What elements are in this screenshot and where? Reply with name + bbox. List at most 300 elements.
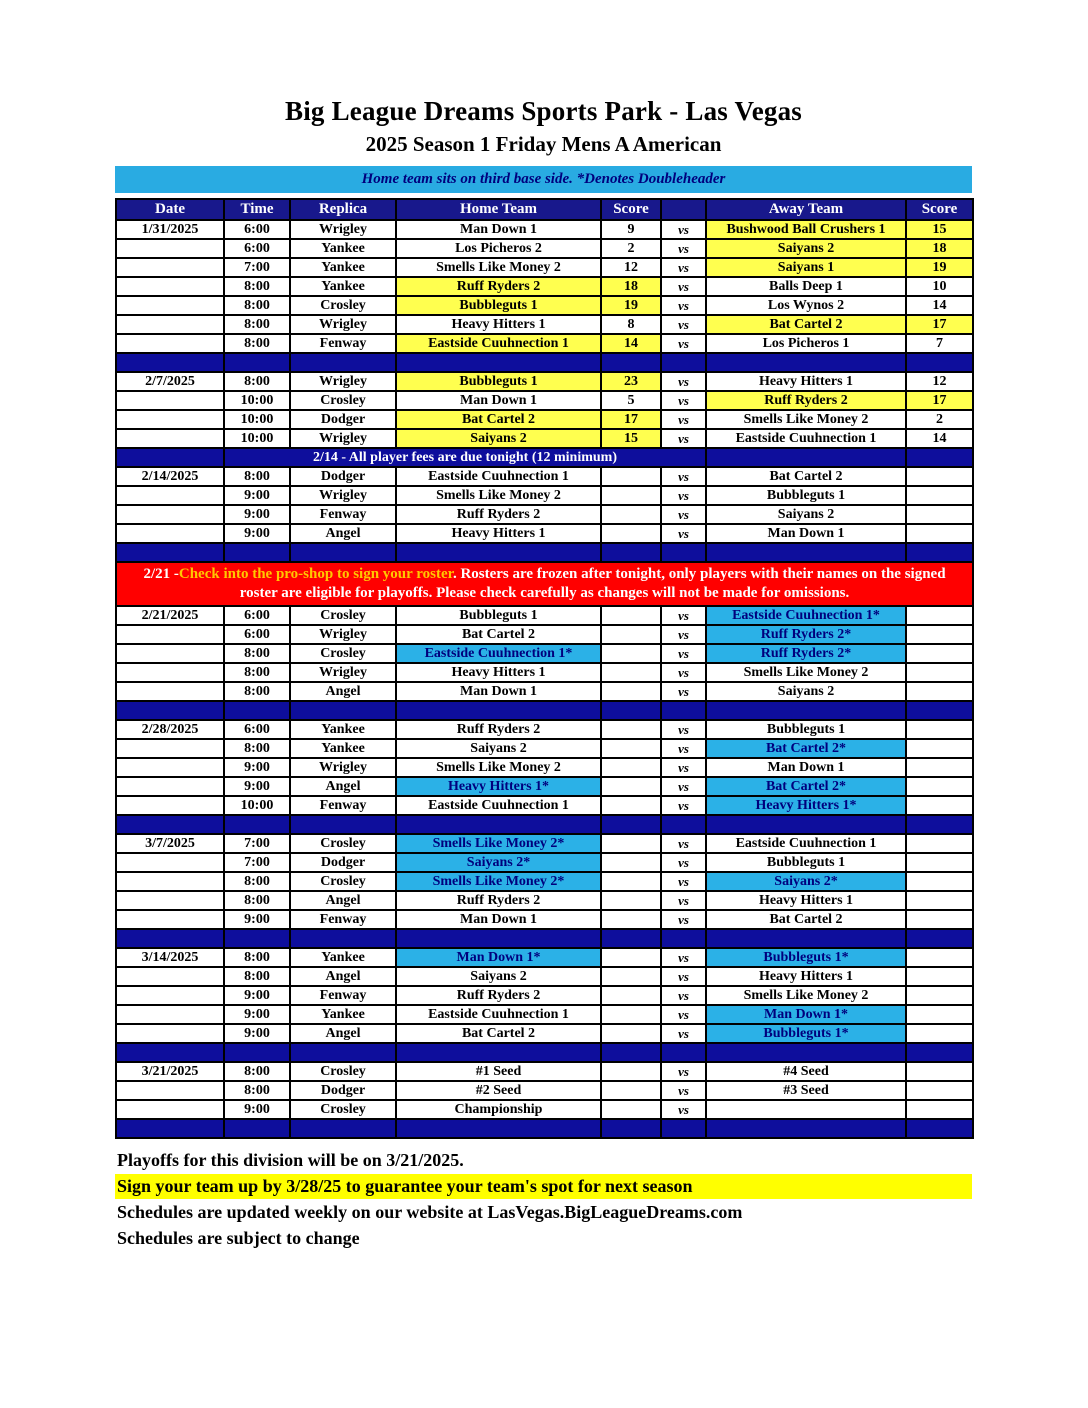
game-row [116, 777, 973, 796]
replica-cell: Fenway [290, 796, 396, 815]
away-team-cell: Heavy Hitters 1 [706, 967, 906, 986]
separator-cell-date [116, 353, 224, 372]
separator-cell-home-score [601, 701, 661, 720]
separator-row [116, 815, 973, 834]
game-row [116, 986, 973, 1005]
separator-cell-away-team [706, 701, 906, 720]
away-team-cell: Ruff Ryders 2* [706, 625, 906, 644]
date-cell [116, 1081, 224, 1100]
date-cell: 2/21/2025 [116, 606, 224, 625]
away-score-cell [906, 796, 973, 815]
away-team-cell: Bubbleguts 1 [706, 486, 906, 505]
away-score-cell: 15 [906, 220, 973, 239]
home-team-cell: Los Picheros 2 [396, 239, 601, 258]
footer-line-1: Playoffs for this division will be on 3/21/2025. [117, 1150, 464, 1170]
home-team-cell: Man Down 1 [396, 910, 601, 929]
date-cell [116, 296, 224, 315]
replica-cell: Wrigley [290, 486, 396, 505]
away-team-cell: Bat Cartel 2* [706, 739, 906, 758]
away-score-cell [906, 720, 973, 739]
home-score-cell [601, 834, 661, 853]
time-cell: 8:00 [224, 467, 290, 486]
away-team-cell: Bat Cartel 2* [706, 777, 906, 796]
info-banner-text: Home team sits on third base side. *Denotes Doubleheader [361, 171, 726, 187]
separator-row [116, 701, 973, 720]
away-team-cell: Saiyans 1 [706, 258, 906, 277]
vs-cell: vs [661, 486, 706, 505]
vs-cell: vs [661, 606, 706, 625]
date-cell [116, 315, 224, 334]
game-row [116, 853, 973, 872]
vs-cell: vs [661, 258, 706, 277]
away-team-cell: Los Wynos 2 [706, 296, 906, 315]
home-score-cell [601, 663, 661, 682]
vs-cell: vs [661, 1024, 706, 1043]
away-team-cell: Saiyans 2 [706, 239, 906, 258]
replica-cell: Angel [290, 524, 396, 543]
away-score-cell [906, 853, 973, 872]
replica-cell: Angel [290, 967, 396, 986]
home-team-cell: Smells Like Money 2 [396, 486, 601, 505]
time-cell: 8:00 [224, 334, 290, 353]
separator-cell-home-team [396, 815, 601, 834]
game-row [116, 410, 973, 429]
vs-cell: vs [661, 429, 706, 448]
away-score-cell [906, 663, 973, 682]
game-row [116, 663, 973, 682]
home-team-cell: Ruff Ryders 2 [396, 720, 601, 739]
separator-cell-vs [661, 815, 706, 834]
away-score-cell [906, 1024, 973, 1043]
vs-cell: vs [661, 663, 706, 682]
vs-cell: vs [661, 758, 706, 777]
footer-line-2: Sign your team up by 3/28/25 to guarantee your team's spot for next season [115, 1174, 972, 1199]
date-cell [116, 410, 224, 429]
schedule-table [115, 198, 974, 1139]
time-cell: 9:00 [224, 1005, 290, 1024]
away-team-cell: Balls Deep 1 [706, 277, 906, 296]
away-score-cell: 19 [906, 258, 973, 277]
time-cell: 9:00 [224, 910, 290, 929]
vs-cell: vs [661, 910, 706, 929]
vs-cell: vs [661, 644, 706, 663]
away-score-cell [906, 486, 973, 505]
home-score-cell [601, 606, 661, 625]
replica-cell: Crosley [290, 872, 396, 891]
home-team-cell: Smells Like Money 2* [396, 872, 601, 891]
home-team-cell: Saiyans 2 [396, 967, 601, 986]
vs-cell: vs [661, 315, 706, 334]
away-score-cell [906, 967, 973, 986]
game-row [116, 258, 973, 277]
vs-cell: vs [661, 682, 706, 701]
home-team-cell: Smells Like Money 2 [396, 758, 601, 777]
away-team-cell: Bubbleguts 1* [706, 1024, 906, 1043]
replica-cell: Wrigley [290, 663, 396, 682]
separator-cell-away-score [906, 1119, 973, 1138]
away-team-cell: Bat Cartel 2 [706, 315, 906, 334]
home-score-cell [601, 872, 661, 891]
home-score-cell [601, 739, 661, 758]
away-score-cell [906, 644, 973, 663]
separator-cell-home-score [601, 1043, 661, 1062]
game-row [116, 910, 973, 929]
vs-cell: vs [661, 891, 706, 910]
time-cell: 8:00 [224, 948, 290, 967]
footer-line-4: Schedules are subject to change [117, 1228, 360, 1248]
separator-cell-home-team [396, 929, 601, 948]
home-score-cell [601, 1024, 661, 1043]
footer-line-3: Schedules are updated weekly on our website at LasVegas.BigLeagueDreams.com [117, 1202, 743, 1222]
vs-cell: vs [661, 334, 706, 353]
home-score-cell [601, 720, 661, 739]
time-cell: 10:00 [224, 796, 290, 815]
time-cell: 10:00 [224, 391, 290, 410]
home-team-cell: Man Down 1 [396, 391, 601, 410]
replica-cell: Yankee [290, 948, 396, 967]
game-row [116, 625, 973, 644]
game-row [116, 948, 973, 967]
replica-cell: Crosley [290, 606, 396, 625]
header-home-score: Score [601, 199, 661, 220]
vs-cell: vs [661, 1005, 706, 1024]
time-cell: 10:00 [224, 429, 290, 448]
separator-cell-vs [661, 543, 706, 562]
home-team-cell: Heavy Hitters 1 [396, 663, 601, 682]
home-team-cell: Man Down 1* [396, 948, 601, 967]
time-cell: 8:00 [224, 1081, 290, 1100]
date-cell [116, 910, 224, 929]
date-cell [116, 758, 224, 777]
replica-cell: Yankee [290, 720, 396, 739]
home-team-cell: Smells Like Money 2 [396, 258, 601, 277]
header-vs [661, 199, 706, 220]
replica-cell: Yankee [290, 239, 396, 258]
away-score-cell [906, 739, 973, 758]
replica-cell: Fenway [290, 334, 396, 353]
separator-cell-away-team [706, 815, 906, 834]
roster-banner-highlight: Check into the pro-shop to sign your roster [178, 566, 453, 582]
replica-cell: Angel [290, 1024, 396, 1043]
time-cell: 9:00 [224, 1024, 290, 1043]
replica-cell: Crosley [290, 296, 396, 315]
game-row [116, 796, 973, 815]
vs-cell: vs [661, 239, 706, 258]
table-header-row [116, 199, 973, 220]
home-score-cell: 19 [601, 296, 661, 315]
away-team-cell: Bat Cartel 2 [706, 910, 906, 929]
time-cell: 8:00 [224, 663, 290, 682]
away-score-cell [906, 986, 973, 1005]
header-time: Time [224, 199, 290, 220]
time-cell: 8:00 [224, 372, 290, 391]
separator-cell-away-score [906, 929, 973, 948]
home-score-cell: 17 [601, 410, 661, 429]
home-team-cell: Saiyans 2 [396, 739, 601, 758]
separator-cell-replica [290, 701, 396, 720]
vs-cell: vs [661, 625, 706, 644]
replica-cell: Angel [290, 682, 396, 701]
vs-cell: vs [661, 277, 706, 296]
home-team-cell: Bat Cartel 2 [396, 625, 601, 644]
game-row [116, 1062, 973, 1081]
roster-banner-row [116, 562, 973, 606]
time-cell: 8:00 [224, 296, 290, 315]
replica-cell: Yankee [290, 1005, 396, 1024]
time-cell: 9:00 [224, 486, 290, 505]
vs-cell: vs [661, 967, 706, 986]
away-team-cell: Man Down 1 [706, 524, 906, 543]
replica-cell: Dodger [290, 1081, 396, 1100]
away-score-cell: 7 [906, 334, 973, 353]
time-cell: 10:00 [224, 410, 290, 429]
separator-cell-away-team [706, 543, 906, 562]
replica-cell: Fenway [290, 986, 396, 1005]
home-score-cell [601, 644, 661, 663]
replica-cell: Crosley [290, 834, 396, 853]
game-row [116, 467, 973, 486]
away-score-cell [906, 1100, 973, 1119]
away-team-cell: Ruff Ryders 2 [706, 391, 906, 410]
vs-cell: vs [661, 853, 706, 872]
separator-cell-away-score [906, 1043, 973, 1062]
home-team-cell: Man Down 1 [396, 220, 601, 239]
date-cell [116, 644, 224, 663]
separator-cell-date [116, 929, 224, 948]
replica-cell: Crosley [290, 391, 396, 410]
away-score-cell: 14 [906, 429, 973, 448]
date-cell [116, 682, 224, 701]
away-team-cell: Eastside Cuuhnection 1* [706, 606, 906, 625]
home-team-cell: Ruff Ryders 2 [396, 277, 601, 296]
home-score-cell: 14 [601, 334, 661, 353]
away-team-cell: Eastside Cuuhnection 1 [706, 429, 906, 448]
separator-row [116, 1119, 973, 1138]
vs-cell: vs [661, 296, 706, 315]
separator-cell-time [224, 543, 290, 562]
vs-cell: vs [661, 1100, 706, 1119]
separator-cell-vs [661, 701, 706, 720]
time-cell: 6:00 [224, 625, 290, 644]
game-row [116, 524, 973, 543]
home-score-cell [601, 910, 661, 929]
home-score-cell [601, 796, 661, 815]
header-home-team: Home Team [396, 199, 601, 220]
separator-cell-away-score [906, 543, 973, 562]
game-row [116, 391, 973, 410]
replica-cell: Wrigley [290, 372, 396, 391]
home-score-cell [601, 682, 661, 701]
vs-cell: vs [661, 372, 706, 391]
separator-cell-home-team [396, 701, 601, 720]
separator-cell-time [224, 1119, 290, 1138]
home-team-cell: Eastside Cuuhnection 1 [396, 467, 601, 486]
replica-cell: Yankee [290, 258, 396, 277]
separator-cell-away-team [706, 1043, 906, 1062]
time-cell: 7:00 [224, 834, 290, 853]
home-team-cell: Heavy Hitters 1 [396, 315, 601, 334]
home-team-cell: Heavy Hitters 1 [396, 524, 601, 543]
home-team-cell: Heavy Hitters 1* [396, 777, 601, 796]
date-cell [116, 986, 224, 1005]
game-row [116, 872, 973, 891]
time-cell: 9:00 [224, 1100, 290, 1119]
home-score-cell: 18 [601, 277, 661, 296]
game-row [116, 220, 973, 239]
vs-cell: vs [661, 467, 706, 486]
home-team-cell: Man Down 1 [396, 682, 601, 701]
time-cell: 9:00 [224, 505, 290, 524]
home-team-cell: #1 Seed [396, 1062, 601, 1081]
time-cell: 6:00 [224, 606, 290, 625]
home-team-cell: Bubbleguts 1 [396, 296, 601, 315]
separator-cell-away-score [906, 701, 973, 720]
away-score-cell [906, 1062, 973, 1081]
separator-row [116, 929, 973, 948]
home-score-cell [601, 505, 661, 524]
game-row [116, 277, 973, 296]
separator-cell-away-team [706, 1119, 906, 1138]
away-score-cell [906, 777, 973, 796]
date-cell [116, 1005, 224, 1024]
game-row [116, 1081, 973, 1100]
away-team-cell: Man Down 1* [706, 1005, 906, 1024]
game-row [116, 1024, 973, 1043]
page-title: Big League Dreams Sports Park - Las Vegas [285, 96, 802, 126]
separator-cell-home-score [601, 929, 661, 948]
date-cell [116, 486, 224, 505]
date-cell [116, 625, 224, 644]
away-team-cell: Saiyans 2* [706, 872, 906, 891]
schedule-body [116, 220, 973, 1138]
separator-cell-time [224, 929, 290, 948]
separator-cell-date [116, 1043, 224, 1062]
away-score-cell: 14 [906, 296, 973, 315]
game-row [116, 1100, 973, 1119]
time-cell: 6:00 [224, 239, 290, 258]
away-team-cell: Man Down 1 [706, 758, 906, 777]
separator-row [116, 543, 973, 562]
home-score-cell: 15 [601, 429, 661, 448]
vs-cell: vs [661, 1062, 706, 1081]
away-team-cell: Bat Cartel 2 [706, 467, 906, 486]
home-team-cell: Championship [396, 1100, 601, 1119]
away-team-cell: Bubbleguts 1 [706, 720, 906, 739]
game-row [116, 505, 973, 524]
game-row [116, 682, 973, 701]
separator-cell-vs [661, 353, 706, 372]
separator-cell-away-team [706, 929, 906, 948]
game-row [116, 834, 973, 853]
home-team-cell: Eastside Cuuhnection 1 [396, 796, 601, 815]
away-team-cell: Smells Like Money 2 [706, 410, 906, 429]
time-cell: 8:00 [224, 644, 290, 663]
separator-cell-vs [661, 1043, 706, 1062]
home-score-cell: 5 [601, 391, 661, 410]
home-score-cell [601, 625, 661, 644]
replica-cell: Fenway [290, 910, 396, 929]
time-cell: 9:00 [224, 524, 290, 543]
home-score-cell: 2 [601, 239, 661, 258]
replica-cell: Fenway [290, 505, 396, 524]
time-cell: 9:00 [224, 777, 290, 796]
header-replica: Replica [290, 199, 396, 220]
date-cell [116, 391, 224, 410]
replica-cell: Yankee [290, 739, 396, 758]
time-cell: 7:00 [224, 258, 290, 277]
vs-cell: vs [661, 872, 706, 891]
away-score-cell: 10 [906, 277, 973, 296]
game-row [116, 486, 973, 505]
date-cell [116, 334, 224, 353]
game-row [116, 739, 973, 758]
separator-cell-replica [290, 1043, 396, 1062]
replica-cell: Wrigley [290, 220, 396, 239]
game-row [116, 372, 973, 391]
separator-cell-home-score [601, 815, 661, 834]
separator-cell-time [224, 353, 290, 372]
time-cell: 6:00 [224, 720, 290, 739]
date-cell [116, 739, 224, 758]
away-team-cell: #3 Seed [706, 1081, 906, 1100]
header-away-team: Away Team [706, 199, 906, 220]
time-cell: 8:00 [224, 967, 290, 986]
away-team-cell: Bushwood Ball Crushers 1 [706, 220, 906, 239]
away-team-cell: Heavy Hitters 1* [706, 796, 906, 815]
separator-cell-away-score [906, 815, 973, 834]
time-cell: 8:00 [224, 315, 290, 334]
game-row [116, 644, 973, 663]
separator-cell-home-score [601, 1119, 661, 1138]
separator-cell-vs [661, 929, 706, 948]
away-score-cell [906, 834, 973, 853]
separator-cell-replica [290, 929, 396, 948]
home-team-cell: Saiyans 2 [396, 429, 601, 448]
away-team-cell: #4 Seed [706, 1062, 906, 1081]
vs-cell: vs [661, 834, 706, 853]
time-cell: 9:00 [224, 758, 290, 777]
replica-cell: Wrigley [290, 758, 396, 777]
away-team-cell: Ruff Ryders 2* [706, 644, 906, 663]
time-cell: 8:00 [224, 277, 290, 296]
separator-cell-time [224, 1043, 290, 1062]
date-cell [116, 663, 224, 682]
separator-cell-home-team [396, 353, 601, 372]
vs-cell: vs [661, 986, 706, 1005]
home-team-cell: Eastside Cuuhnection 1* [396, 644, 601, 663]
away-score-cell [906, 682, 973, 701]
away-score-cell [906, 505, 973, 524]
fees-note-text-cell: 2/14 - All player fees are due tonight (12 minimum) [224, 448, 706, 467]
date-cell: 3/21/2025 [116, 1062, 224, 1081]
time-cell: 8:00 [224, 739, 290, 758]
game-row [116, 891, 973, 910]
away-team-cell [706, 1100, 906, 1119]
home-score-cell [601, 1005, 661, 1024]
separator-cell-home-team [396, 1043, 601, 1062]
separator-row [116, 353, 973, 372]
info-banner [115, 166, 972, 193]
away-score-cell: 18 [906, 239, 973, 258]
away-score-cell: 2 [906, 410, 973, 429]
roster-banner-rest: . Rosters are frozen after tonight, only players with their names on the signed roster are eligible for playoffs. Please check carefully as changes will not be made for omissions. [239, 566, 946, 601]
replica-cell: Yankee [290, 277, 396, 296]
away-score-cell [906, 467, 973, 486]
home-score-cell [601, 853, 661, 872]
away-score-cell [906, 524, 973, 543]
date-cell [116, 524, 224, 543]
replica-cell: Crosley [290, 1100, 396, 1119]
